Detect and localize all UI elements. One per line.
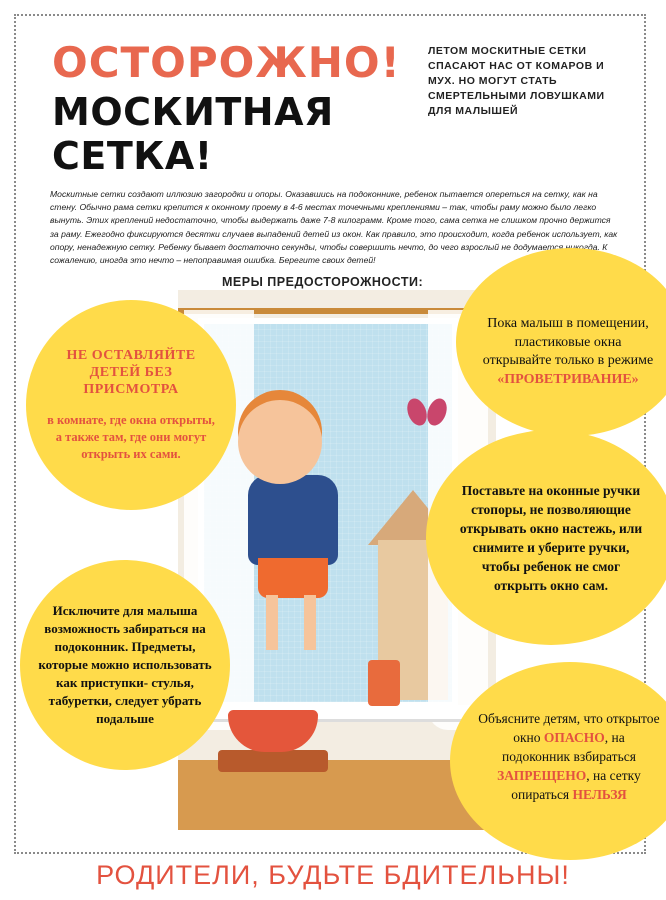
tip-text-main: Пока малыш в помещении, пластиковые окна открывайте только в режиме <box>482 316 654 368</box>
butterfly-icon <box>408 398 448 438</box>
measures-heading: МЕРЫ ПРЕДОСТОРОЖНОСТИ: <box>222 275 424 289</box>
child-leg-left <box>266 595 278 650</box>
intro-paragraph: Москитные сетки создают иллюзию загородки и опоры. Оказавшись на подоконнике, ребенок пытается опереться на сетку, как на стену. Обычно рама сетки крепится к оконному проему в 4-6 местах точечными креплениями – так, чтобы раму можно было легко вынуть. Этих креплений недостаточно, чтобы выдержать даже 7-8 килограмм. Кроме того, сама сетка не слишком прочно держится за раму. Ежегодно фиксируются десятки случаев выпадений детей из окон. Как правило, это происходит, когда ребенок использует, как опору, ненадежную сетку. Ребенку бывает достаточно секунды, чтобы совершить нечто, до чего взрослый не додумается никогда. К сожалению, иногда это нечто – непоправимая ошибка. Берегите своих детей! <box>50 189 618 266</box>
tip-word-forbidden: ЗАПРЕЩЕНО <box>497 767 587 783</box>
tip-text-part2: , на подоконник взбираться <box>502 729 636 764</box>
footer-slogan: РОДИТЕЛИ, БУДЬТЕ БДИТЕЛЬНЫ! <box>96 860 570 890</box>
child-head <box>238 400 322 484</box>
tip-bubble-windowsill <box>20 560 230 770</box>
tip-highlight: «ПРОВЕТРИВАНИЕ» <box>497 371 639 387</box>
tip-text: Исключите для малыша возможность забираться на подоконник. Предметы, которые можно использовать как приступки- стулья, табуретки, следует убрать подальше <box>38 603 212 726</box>
tip-bubble-supervision <box>26 300 236 510</box>
tip-text: Поставьте на оконные ручки стопоры, не позволяющие открывать окно настежь, или снимите и уберите ручки, чтобы ребенок не смог открыть окно сам. <box>459 482 643 593</box>
tip-heading: НЕ ОСТАВЛЯЙТЕ ДЕТЕЙ БЕЗ ПРИСМОТРА <box>66 348 196 397</box>
child-leg-right <box>304 595 316 650</box>
tip-text: в комнате, где окна открыты, а также там, где они могут открыть их сами. <box>47 413 215 461</box>
tip-word-dangerous: ОПАСНО <box>543 729 605 745</box>
child-shorts <box>258 558 328 598</box>
tip-text-part3: , на сетку опираться <box>511 767 641 802</box>
tagline: ЛЕТОМ МОСКИТНЫЕ СЕТКИ СПАСАЮТ НАС ОТ КОМАРОВ И МУХ. НО МОГУТ СТАТЬ СМЕРТЕЛЬНЫМИ ЛОВУШКАМИ ДЛЯ МАЛЫШЕЙ <box>428 45 605 117</box>
overturned-cup <box>368 660 400 706</box>
child-body <box>248 475 338 565</box>
title-net: СЕТКА! <box>52 134 213 178</box>
tip-text <box>478 709 660 804</box>
tip-bubble-handle-stoppers <box>426 430 666 645</box>
tip-text-part1: Объясните детям, что открытое окно <box>478 710 660 745</box>
title-caution: ОСТОРОЖНО! <box>52 38 401 87</box>
tip-text <box>480 315 656 389</box>
title-mosquito: МОСКИТНАЯ <box>52 90 334 134</box>
tip-word-not-allowed: НЕЛЬЗЯ <box>572 786 627 802</box>
stool <box>218 750 328 772</box>
